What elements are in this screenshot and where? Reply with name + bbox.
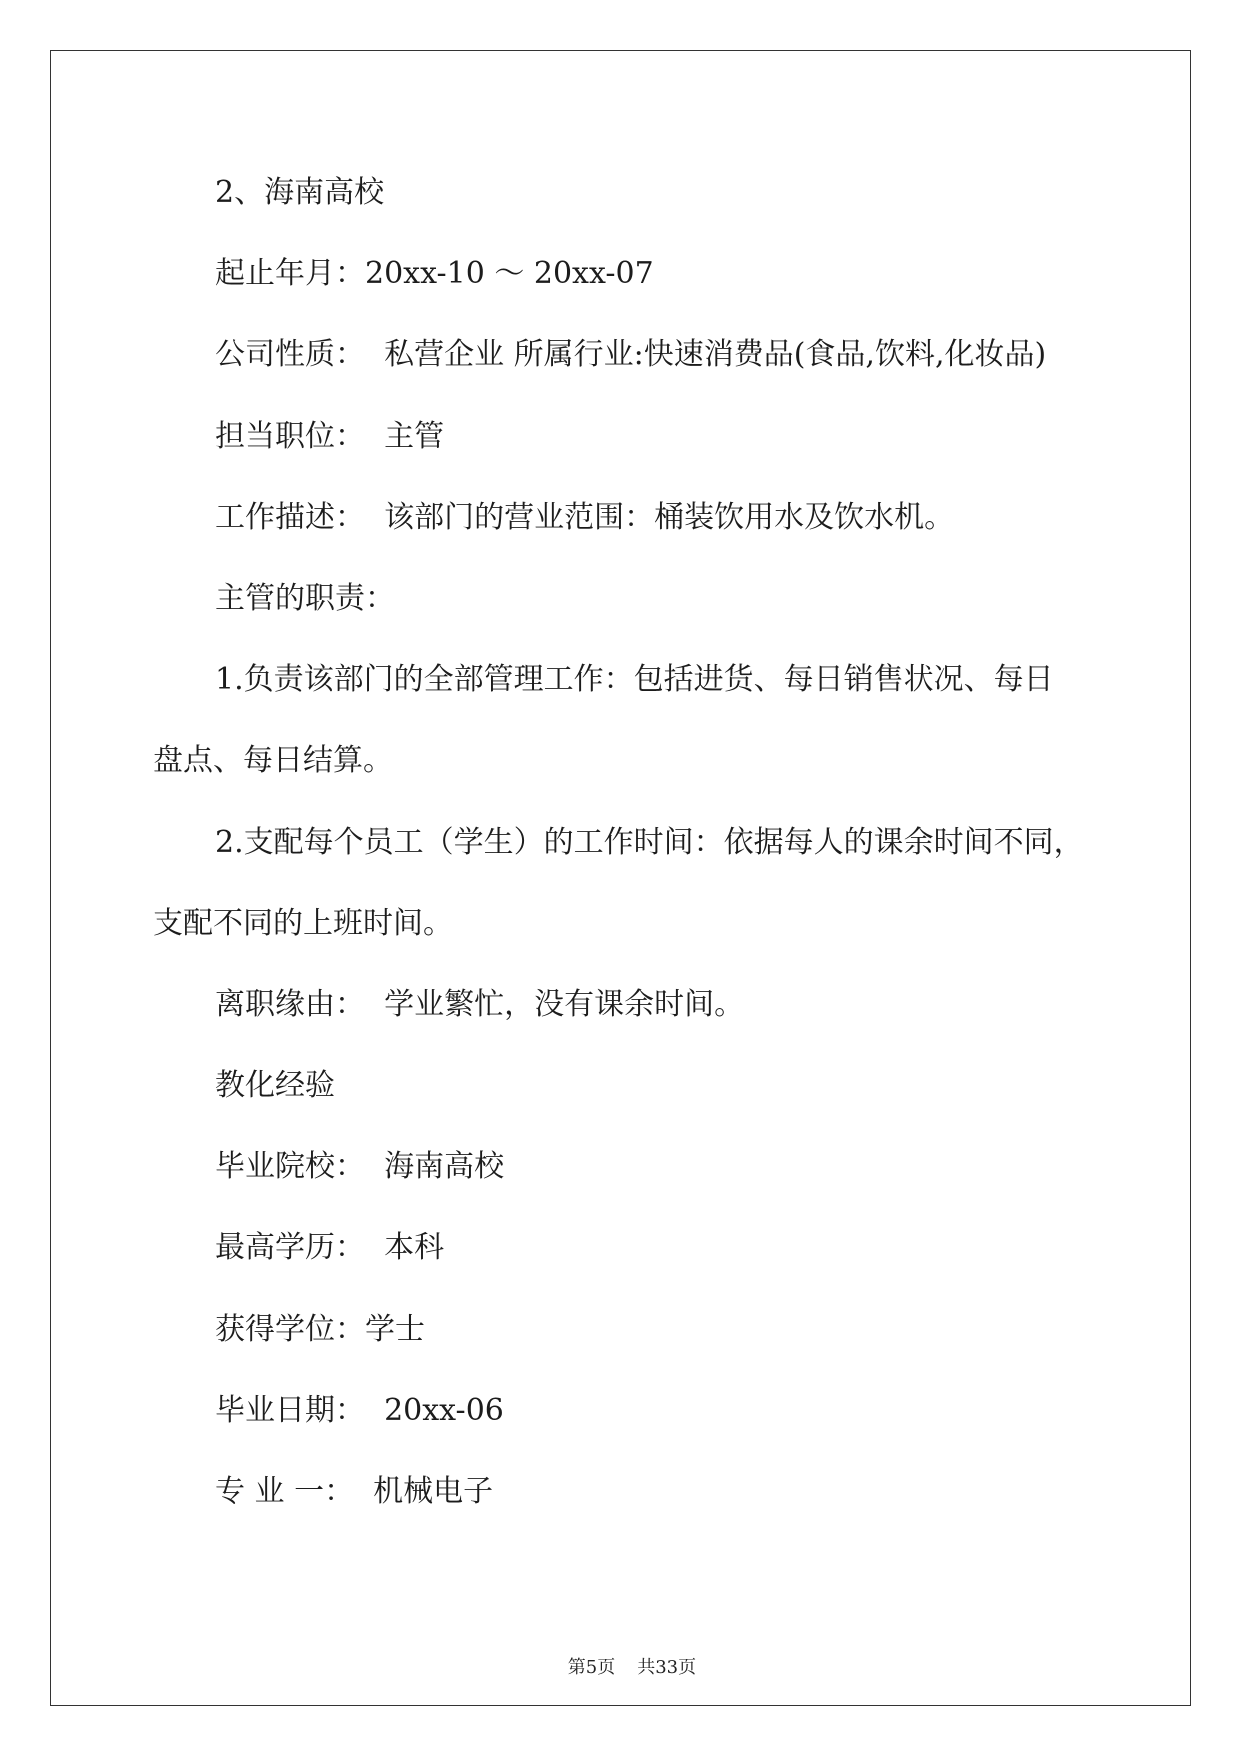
- work-entry-title: 2、海南高校: [215, 175, 385, 210]
- duty-1-line-1: 1.负责该部门的全部管理工作：包括进货、每日销售状况、每日: [215, 662, 1054, 698]
- document-body: [153, 152, 1173, 1532]
- duty-1-line-2: 盘点、每日结算。: [153, 743, 393, 779]
- graduation-date: 毕业日期： 20xx-06: [215, 1392, 504, 1428]
- company-info: 公司性质： 私营企业 所属行业:快速消费品(食品,饮料,化妆品): [215, 337, 1047, 373]
- leaving-reason: 离职缘由： 学业繁忙，没有课余时间。: [215, 986, 745, 1022]
- degree-obtained: 获得学位：学士: [215, 1311, 425, 1347]
- education-heading: 教化经验: [215, 1068, 335, 1104]
- job-description: 工作描述： 该部门的营业范围：桶装饮用水及饮水机。: [215, 499, 955, 535]
- total-page-count: 共33页: [637, 1657, 697, 1678]
- major: 专 业 一： 机械电子: [215, 1474, 494, 1509]
- duty-2-line-2: 支配不同的上班时间。: [153, 905, 453, 941]
- duty-2-line-1: 2.支配每个员工（学生）的工作时间：依据每人的课余时间不同，: [215, 824, 1084, 860]
- duties-heading: 主管的职责：: [215, 580, 395, 616]
- position-held: 担当职位： 主管: [215, 418, 445, 454]
- current-page-number: 第5页: [567, 1657, 616, 1678]
- page-footer: [0, 1626, 1241, 1710]
- graduated-school: 毕业院校： 海南高校: [215, 1149, 505, 1185]
- highest-degree: 最高学历： 本科: [215, 1230, 445, 1266]
- employment-period: 起止年月：20xx-10 ～ 20xx-07: [215, 256, 654, 292]
